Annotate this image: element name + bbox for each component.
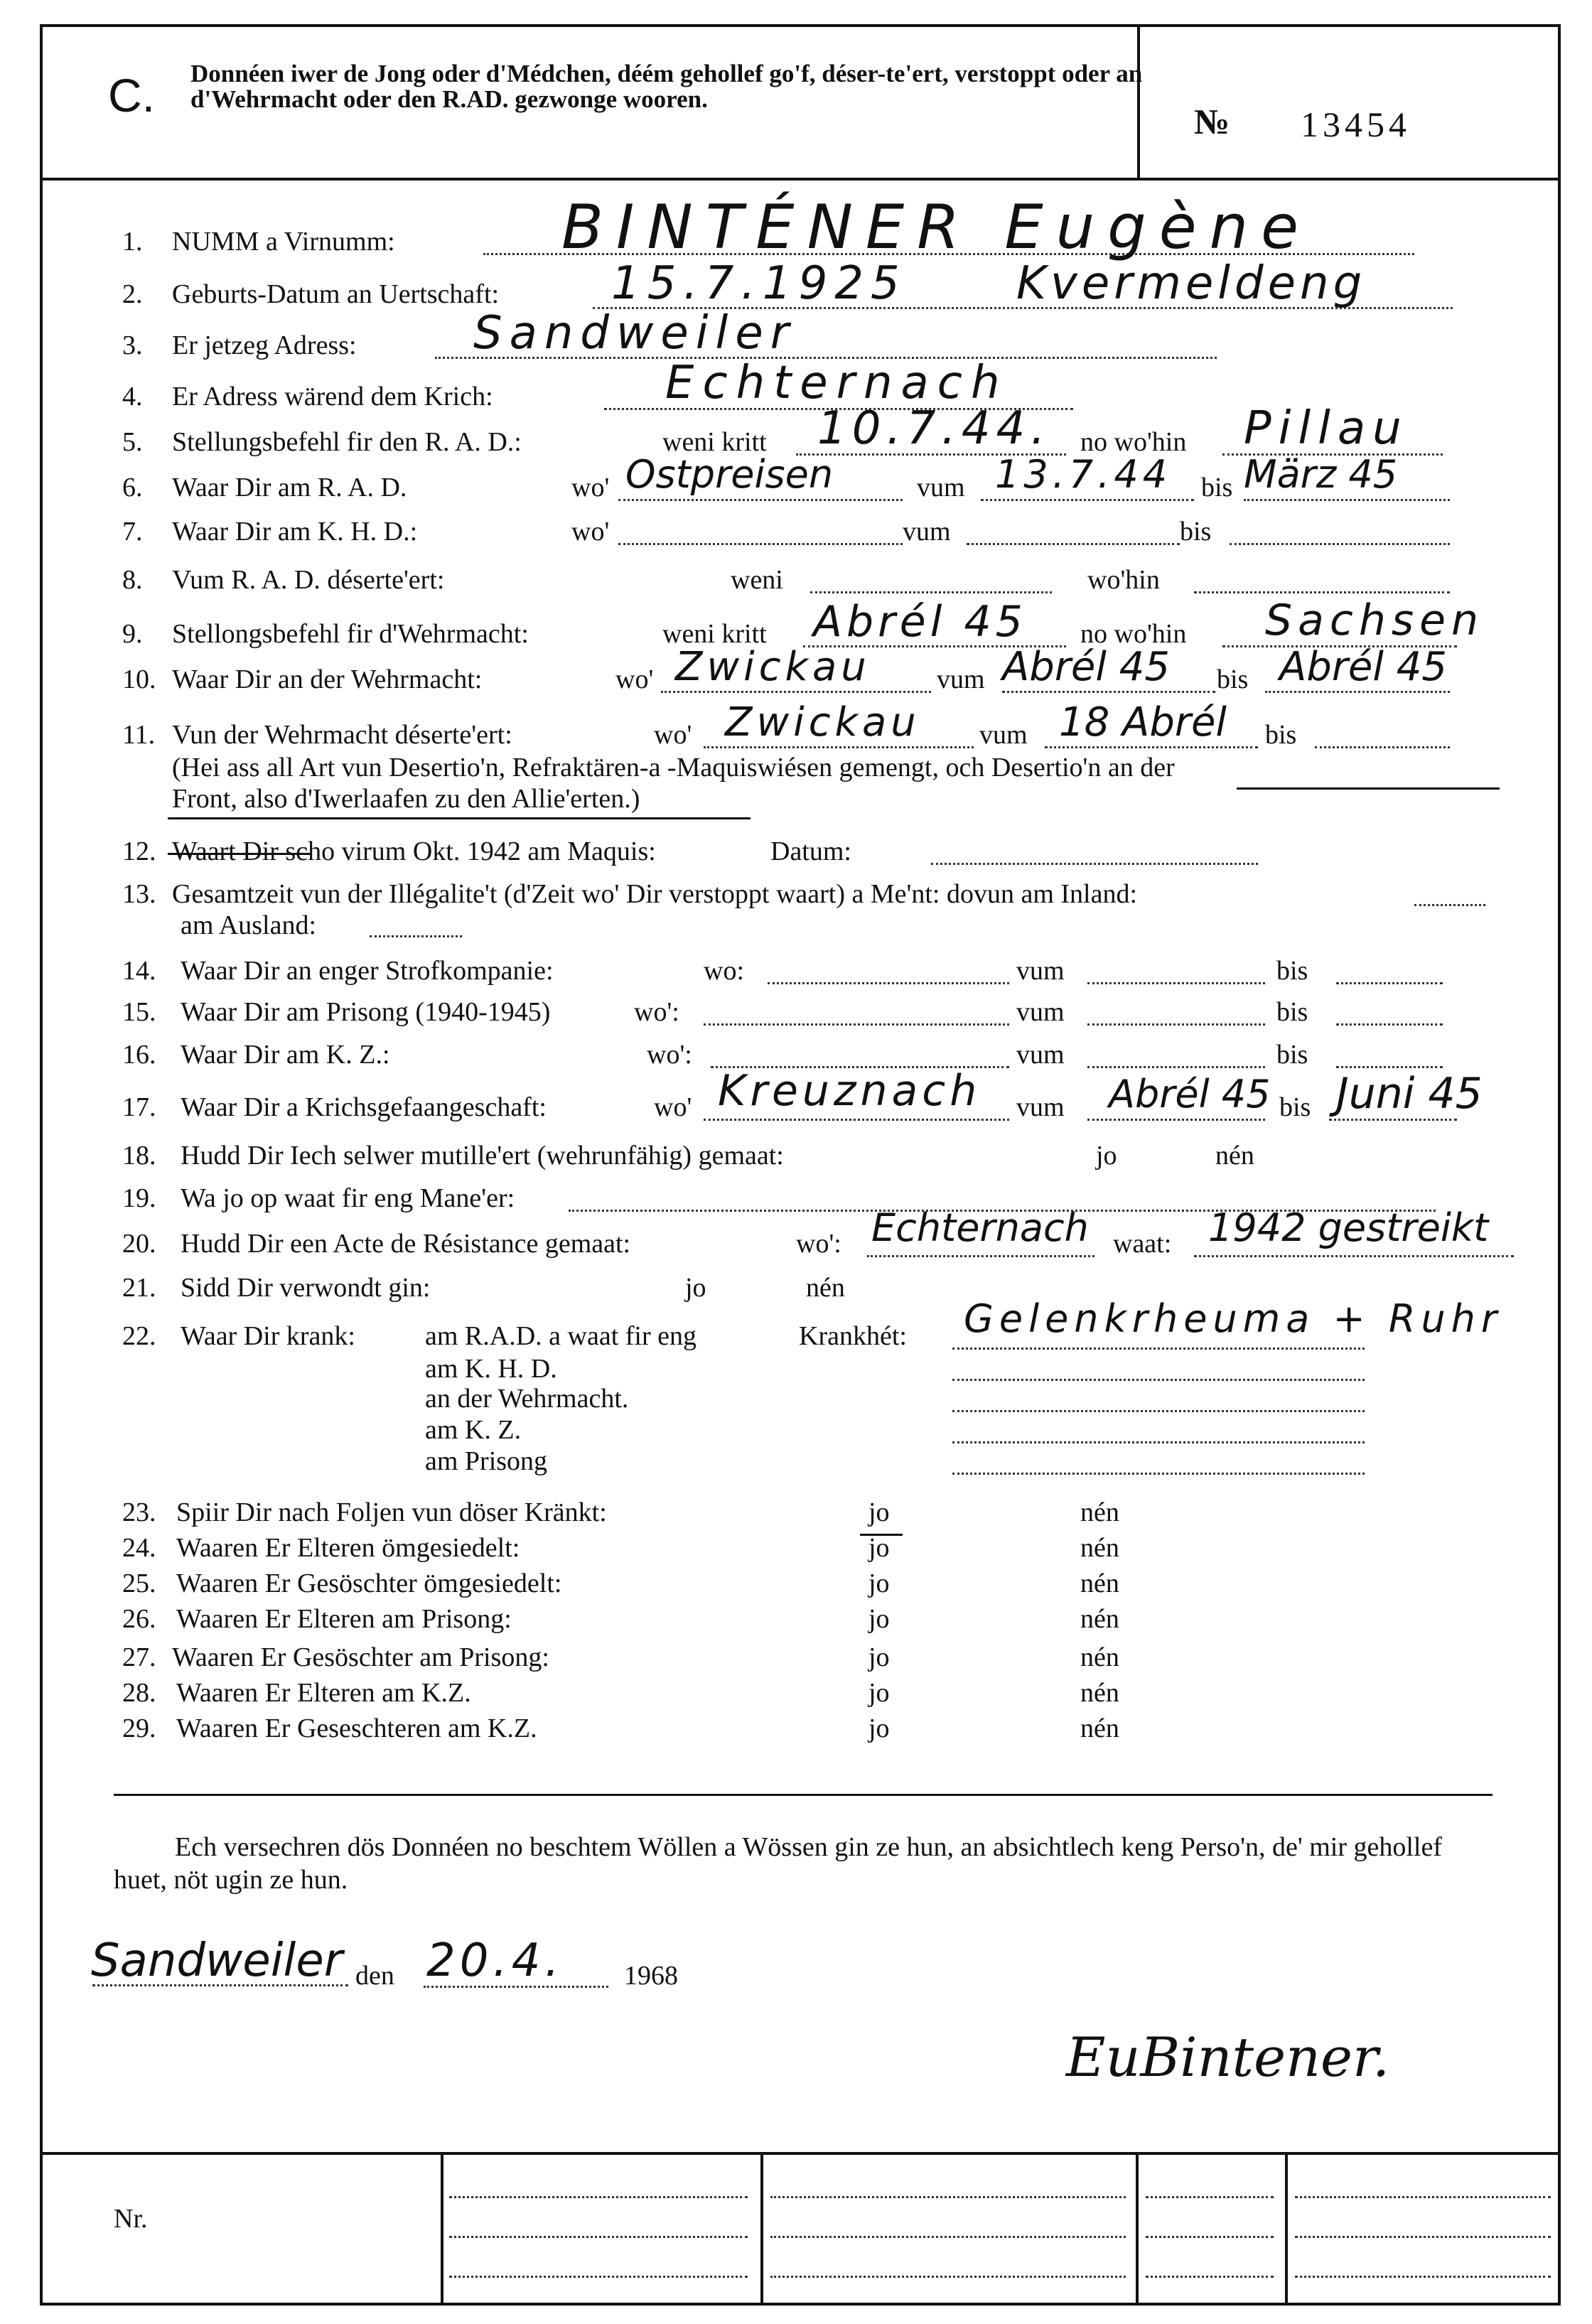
field-24-no[interactable]: nén <box>1080 1533 1119 1563</box>
form-number: 13454 <box>1301 104 1411 144</box>
field-16-where-label: wo': <box>647 1040 692 1070</box>
field-15-from-line <box>1087 1023 1265 1026</box>
field-7-label: Waar Dir am K. H. D.: <box>172 517 418 547</box>
field-14-to-label: bis <box>1276 956 1308 986</box>
field-21-num: 21. <box>122 1273 156 1303</box>
field-11-where[interactable]: Zwickau <box>725 699 920 746</box>
signature-den-label: den <box>355 1961 394 1991</box>
field-10-from-label: vum <box>937 665 985 694</box>
field-8-where-label: wo'hin <box>1087 565 1160 595</box>
field-10-label: Waar Dir an der Wehrmacht: <box>172 665 483 694</box>
field-10-to-line <box>1265 691 1450 693</box>
field-15-label: Waar Dir am Prisong (1940-1945) <box>181 997 551 1027</box>
field-9-where[interactable]: Sachsen <box>1265 596 1485 645</box>
field-27-yes[interactable]: jo <box>868 1642 890 1672</box>
field-20-num: 20. <box>122 1229 156 1259</box>
field-22-sub-4: am K. Z. <box>425 1415 522 1445</box>
footer-line-1a <box>449 2196 748 2198</box>
field-17-to[interactable]: Juni 45 <box>1336 1069 1483 1119</box>
footer-line-2a <box>770 2196 1126 2198</box>
field-11-from-line <box>1045 746 1258 748</box>
field-22-sub-3: an der Wehrmacht. <box>425 1384 629 1414</box>
field-10-num: 10. <box>122 665 156 694</box>
signature-date-line <box>424 1986 608 1988</box>
field-18-num: 18. <box>122 1141 156 1171</box>
field-14-num: 14. <box>122 956 156 986</box>
field-29-num: 29. <box>122 1714 156 1743</box>
header-divider <box>40 178 1561 181</box>
field-1-label: NUMM a Virnumm: <box>172 227 395 257</box>
field-8-when-line <box>810 591 1052 593</box>
footer-line-1b <box>449 2236 748 2238</box>
signature-place-line <box>92 1984 348 1986</box>
field-7-to-label: bis <box>1180 517 1212 547</box>
field-10-where-line <box>661 691 931 693</box>
field-14-where-line <box>768 982 1009 984</box>
field-4-label: Er Adress wärend dem Krich: <box>172 382 493 411</box>
field-3-label: Er jetzeg Adress: <box>172 330 357 360</box>
footer-line-4b <box>1295 2236 1551 2238</box>
field-20-where[interactable]: Echternach <box>871 1205 1089 1250</box>
field-7-where-line <box>618 543 903 545</box>
field-7-from-line <box>967 543 1180 545</box>
field-6-from[interactable]: 13.7.44 <box>995 452 1172 497</box>
field-17-from-label: vum <box>1016 1092 1065 1122</box>
footer-line-1c <box>449 2276 748 2278</box>
field-11-note-2: Front, also d'Iwerlaafen zu den Allie'erten.) <box>172 784 640 814</box>
field-11-from-label: vum <box>979 720 1028 750</box>
field-17-where[interactable]: Kreuznach <box>718 1066 981 1116</box>
field-5-when[interactable]: 10.7.44. <box>817 402 1051 455</box>
field-1-num: 1. <box>122 227 143 257</box>
field-16-to-line <box>1336 1066 1443 1068</box>
field-25-num: 25. <box>122 1569 156 1598</box>
field-12-label: Waart Dir scho virum Okt. 1942 am Maquis: <box>172 836 656 866</box>
footer-line-3c <box>1146 2276 1274 2278</box>
field-6-label: Waar Dir am R. A. D. <box>172 473 407 502</box>
field-29-yes[interactable]: jo <box>868 1714 890 1743</box>
field-6-from-label: vum <box>917 473 965 502</box>
field-11-from[interactable]: 18 Abrél <box>1059 699 1227 746</box>
field-26-yes[interactable]: jo <box>868 1604 890 1634</box>
declaration-text: Ech versechren dös Donnéen no beschtem Wöllen a Wössen gin ze hun, an absichtlech keng Perso'n, de' mir gehollef huet, nöt ugin ze hun. <box>114 1832 1442 1895</box>
field-15-from-label: vum <box>1016 997 1065 1027</box>
field-25-no[interactable]: nén <box>1080 1569 1119 1598</box>
field-11-num: 11. <box>122 720 156 750</box>
field-21-no[interactable]: nén <box>806 1273 845 1303</box>
field-6-where[interactable]: Ostpreisen <box>625 452 834 497</box>
field-6-to-label: bis <box>1201 473 1233 502</box>
field-26-label: Waaren Er Elteren am Prisong: <box>176 1604 512 1634</box>
field-15-where-label: wo': <box>634 997 679 1027</box>
field-19-num: 19. <box>122 1183 156 1213</box>
field-4-value[interactable]: Echternach <box>665 357 1009 409</box>
field-15-where-line <box>704 1023 1009 1026</box>
field-8-where-line <box>1194 591 1450 593</box>
field-17-where-line <box>704 1119 1009 1121</box>
footer-divider <box>40 2152 1561 2155</box>
field-17-from[interactable]: Abrél 45 <box>1109 1072 1271 1117</box>
field-17-num: 17. <box>122 1092 156 1122</box>
field-23-label: Spiir Dir nach Foljen vun döser Kränkt: <box>176 1497 607 1527</box>
field-17-to-label: bis <box>1279 1092 1311 1122</box>
field-27-label: Waaren Er Gesöschter am Prisong: <box>172 1642 549 1672</box>
signature-date[interactable]: 20.4. <box>426 1935 564 1987</box>
field-14-label: Waar Dir an enger Strofkompanie: <box>181 956 554 986</box>
field-6-from-line <box>981 499 1194 501</box>
field-5-when-label: weni kritt <box>662 427 767 457</box>
field-26-no[interactable]: nén <box>1080 1604 1119 1634</box>
field-8-num: 8. <box>122 565 143 595</box>
field-22-sub-5: am Prisong <box>425 1446 548 1476</box>
field-11-to-line <box>1315 746 1450 748</box>
field-15-to-label: bis <box>1276 997 1308 1027</box>
field-16-num: 16. <box>122 1040 156 1070</box>
field-22-illness-line <box>952 1347 1365 1350</box>
field-21-label: Sidd Dir verwondt gin: <box>181 1273 431 1303</box>
field-18-no[interactable]: nén <box>1215 1141 1254 1171</box>
field-22-num: 22. <box>122 1321 156 1351</box>
field-24-label: Waaren Er Elteren ömgesiedelt: <box>176 1533 520 1563</box>
field-4-num: 4. <box>122 382 143 411</box>
field-2-date[interactable]: 15.7.1925 <box>611 257 907 310</box>
field-13-num: 13. <box>122 879 156 909</box>
field-18-label: Hudd Dir Iech selwer mutille'ert (wehrunfähig) gemaat: <box>181 1141 784 1171</box>
footer-line-2c <box>770 2276 1126 2278</box>
field-7-num: 7. <box>122 517 143 547</box>
field-9-label: Stellongsbefehl fir d'Wehrmacht: <box>172 619 529 649</box>
footer-line-4a <box>1295 2196 1551 2198</box>
field-28-no[interactable]: nén <box>1080 1678 1119 1708</box>
field-10-where-label: wo' <box>615 665 654 694</box>
field-22-illness[interactable]: Gelenkrheuma + Ruhr <box>964 1296 1503 1341</box>
field-5-label: Stellungsbefehl fir den R. A. D.: <box>172 427 522 457</box>
field-17-where-label: wo' <box>654 1092 692 1122</box>
declaration-divider <box>114 1794 1492 1796</box>
field-6-to[interactable]: März 45 <box>1244 452 1398 497</box>
section-letter: C. <box>108 69 155 122</box>
number-label: № <box>1194 102 1230 141</box>
field-14-from-line <box>1087 982 1265 984</box>
field-20-what-label: waat: <box>1113 1229 1172 1259</box>
field-15-num: 15. <box>122 997 156 1027</box>
field-23-num: 23. <box>122 1497 156 1527</box>
field-16-from-label: vum <box>1016 1040 1065 1070</box>
note-underline-2 <box>168 817 751 819</box>
field-13-label: Gesamtzeit vun der Illégalite't (d'Zeit wo' Dir verstoppt waart) a Me'nt: dovun am Inland: <box>172 879 1138 909</box>
footer-line-2b <box>770 2236 1126 2238</box>
footer-col-1 <box>441 2152 443 2304</box>
field-10-from-line <box>1002 691 1215 693</box>
field-1-value[interactable]: BINTÉNER Eugène <box>561 192 1312 263</box>
footer-col-2 <box>760 2152 763 2304</box>
field-3-num: 3. <box>122 330 143 360</box>
field-20-what-line <box>1194 1255 1514 1257</box>
field-9-when-label: weni kritt <box>662 619 767 649</box>
field-5-num: 5. <box>122 427 143 457</box>
field-15-to-line <box>1336 1023 1443 1026</box>
field-6-where-line <box>618 499 903 501</box>
field-14-to-line <box>1336 982 1443 984</box>
field-13-inland-line <box>1414 904 1485 906</box>
field-28-yes[interactable]: jo <box>868 1678 890 1708</box>
field-22-line-2 <box>952 1379 1365 1381</box>
field-3-value[interactable]: Sandweiler <box>473 307 796 360</box>
signature-year: 1968 <box>624 1961 678 1991</box>
field-10-to-label: bis <box>1217 665 1249 694</box>
field-12-date-line <box>931 863 1258 865</box>
footer-nr-label: Nr. <box>114 2204 148 2234</box>
field-11-where-line <box>704 746 974 748</box>
field-7-where-label: wo' <box>571 517 610 547</box>
field-22-sub-2: am K. H. D. <box>425 1354 557 1384</box>
field-11-to-label: bis <box>1265 720 1297 750</box>
field-14-where-label: wo: <box>704 956 744 986</box>
field-11-note-1: (Hei ass all Art vun Desertio'n, Refraktären-a -Maquiswiésen gemengt, och Desertio'n an der <box>172 753 1175 782</box>
signature: EuBintener. <box>1066 2026 1390 2089</box>
field-22-sub-1: am R.A.D. a waat fir eng <box>425 1321 696 1351</box>
field-10-from[interactable]: Abrél 45 <box>1002 644 1170 690</box>
field-18-yes[interactable]: jo <box>1096 1141 1117 1171</box>
field-17-label: Waar Dir a Krichsgefaangeschaft: <box>181 1092 547 1122</box>
field-29-label: Waaren Er Geseschteren am K.Z. <box>176 1714 537 1743</box>
field-12-date-label: Datum: <box>770 836 851 866</box>
field-22-label: Waar Dir krank: <box>181 1321 355 1351</box>
footer-line-4c <box>1295 2276 1551 2278</box>
field-24-num: 24. <box>122 1533 156 1563</box>
field-27-no[interactable]: nén <box>1080 1642 1119 1672</box>
field-22-line-3 <box>952 1410 1365 1412</box>
field-13-label-2: am Ausland: <box>181 910 317 940</box>
field-27-num: 27. <box>122 1642 156 1672</box>
field-20-label: Hudd Dir een Acte de Résistance gemaat: <box>181 1229 631 1259</box>
field-10-where[interactable]: Zwickau <box>675 644 871 690</box>
field-28-label: Waaren Er Elteren am K.Z. <box>176 1678 471 1708</box>
field-2-place[interactable]: Kvermeldeng <box>1016 257 1367 310</box>
field-17-to-line <box>1329 1119 1457 1121</box>
field-22-line-4 <box>952 1441 1365 1443</box>
field-20-where-label: wo': <box>796 1229 841 1259</box>
footer-col-3 <box>1136 2152 1139 2304</box>
field-10-to[interactable]: Abrél 45 <box>1279 644 1447 690</box>
field-25-yes[interactable]: jo <box>868 1569 890 1598</box>
field-23-no[interactable]: nén <box>1080 1497 1119 1527</box>
header-title: Donnéen iwer de Jong oder d'Médchen, déém gehollef go'f, déser-te'ert, verstoppt oder an d'Wehrmacht oder den R.AD. gezwonge wooren. <box>190 60 1143 113</box>
field-28-num: 28. <box>122 1678 156 1708</box>
field-14-from-label: vum <box>1016 956 1065 986</box>
field-12-num: 12. <box>122 836 156 866</box>
field-24-yes[interactable]: jo <box>868 1533 890 1563</box>
field-9-where-label: no wo'hin <box>1080 619 1187 649</box>
field-16-label: Waar Dir am K. Z.: <box>181 1040 390 1070</box>
field-11-where-label: wo' <box>654 720 692 750</box>
field-7-from-label: vum <box>903 517 951 547</box>
field-6-where-label: wo' <box>571 473 610 502</box>
field-7-to-line <box>1230 543 1450 545</box>
field-25-label: Waaren Er Gesöschter ömgesiedelt: <box>176 1569 562 1598</box>
field-11-label: Vun der Wehrmacht déserte'ert: <box>172 720 512 750</box>
field-26-num: 26. <box>122 1604 156 1634</box>
field-5-where[interactable]: Pillau <box>1244 402 1409 455</box>
field-6-to-line <box>1244 499 1450 501</box>
field-9-when[interactable]: Abrél 45 <box>813 597 1027 647</box>
field-22-line-5 <box>952 1473 1365 1475</box>
field-20-what[interactable]: 1942 gestreikt <box>1208 1205 1489 1250</box>
field-19-label: Wa jo op waat fir eng Mane'er: <box>181 1183 515 1213</box>
field-23-yes[interactable]: jo <box>868 1497 890 1527</box>
footer-col-4 <box>1285 2152 1288 2304</box>
footer-line-3a <box>1146 2196 1274 2198</box>
signature-place[interactable]: Sandweiler <box>91 1935 343 1987</box>
field-5-where-label: no wo'hin <box>1080 427 1187 457</box>
field-8-when-label: weni <box>731 565 783 595</box>
field-2-num: 2. <box>122 279 143 309</box>
field-21-yes[interactable]: jo <box>685 1273 706 1303</box>
field-8-label: Vum R. A. D. déserte'ert: <box>172 565 445 595</box>
field-6-num: 6. <box>122 473 143 502</box>
field-16-from-line <box>1087 1066 1265 1068</box>
field-29-no[interactable]: nén <box>1080 1714 1119 1743</box>
footer-line-3b <box>1146 2236 1274 2238</box>
field-16-to-label: bis <box>1276 1040 1308 1070</box>
field-20-where-line <box>867 1255 1094 1257</box>
field-22-illness-label: Krankhét: <box>799 1321 907 1351</box>
field-17-from-line <box>1087 1119 1265 1121</box>
note-underline-1 <box>1237 787 1500 790</box>
field-13-ausland-line <box>370 935 462 937</box>
field-2-label: Geburts-Datum an Uertschaft: <box>172 279 500 309</box>
field-9-num: 9. <box>122 619 143 649</box>
